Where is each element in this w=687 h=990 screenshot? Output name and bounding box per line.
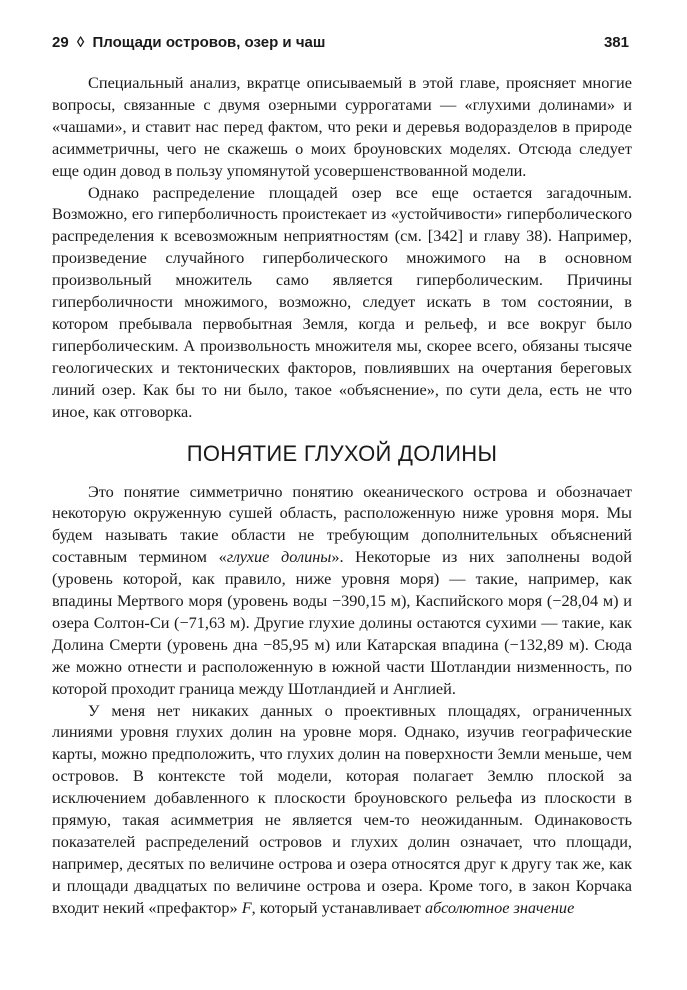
section-p1-text-b: ». Некоторые из них заполнены водой (уровень которой, как правило, ниже уровня моря) — такие, например, как впадины Мертвого моря (уровень воды −390,15 м), Каспийского моря (−28,04 м) и озера Солтон-Си (−71,63 м). Другие глухие долины остаются сухими — такие, как Долина Смерти (уровень дна −85,95 м) или Катарская впадина (−132,89 м). Сюда же можно отнести и расположенную в южной части Шотландии низменность, по которой проходит граница между Шотландией и Англией.	[52, 547, 632, 698]
diamond-separator: ◊	[76, 34, 85, 51]
paragraph-2: Однако распределение площадей озер все еще остается загадочным. Возможно, его гиперболичность проистекает из «устойчивости» гиперболического распределения к всевозможным неприятностям (см. [342] и главу 38). Например, произведение случайного гиперболического множимого на в основном произвольный множитель само является гиперболическим. Причины гиперболичности множимого, возможно, следует искать в том состоянии, в котором пребывала первобытная Земля, когда и рельеф, и все вокруг было гиперболическим. А произвольность множителя мы, скорее всего, обязаны тысяче геологических и тектонических факторов, повлиявших на очертания береговых линий озер. Как бы то ни было, такое «объяснение», по сути дела, есть не что иное, как отговорка.	[52, 182, 632, 421]
section-p1-text-a: Это понятие симметрично понятию океанического острова и обозначает некоторую окруженную сушей область, расположенную ниже уровня моря. Мы будем называть такие области не требующим дополнительных объяснений составным термином «	[52, 481, 632, 567]
section-p1-italic-term: глухие долины	[226, 547, 332, 567]
page-number: 381	[603, 34, 629, 51]
paragraph-1: Специальный анализ, вкратце описываемый в этой главе, проясняет многие вопросы, связанные с двумя озерными суррогатами — «глухими долинами» и «чашами», и ставит нас перед фактом, что реки и деревья водоразделов в природе асимметричны, чего не скажешь о моих броуновских моделях. Отсюда следует еще один довод в пользу упомянутой усовершенствованной модели.	[52, 73, 632, 180]
section-heading: ПОНЯТИЕ ГЛУХОЙ ДОЛИНЫ	[186, 440, 498, 466]
section-p2-italic-end: абсолютное значение	[424, 897, 575, 917]
header-chapter	[52, 34, 329, 51]
chapter-number: 29	[52, 34, 69, 51]
section-paragraph-2	[52, 700, 632, 919]
page-body	[52, 72, 632, 919]
section-paragraph-1	[52, 481, 632, 700]
section-p2-text-b: , который устанавливает	[251, 897, 425, 917]
chapter-title: Площади островов, озер и чаш	[92, 34, 326, 51]
prefactor-symbol: F	[241, 897, 252, 917]
running-header	[52, 34, 629, 51]
section-p2-text-a: У меня нет никаких данных о проективных площадях, ограниченных линиями уровня глухих долин на уровне моря. Однако, изучив географические карты, можно предположить, что глухих долин на поверхности Земли меньше, чем островов. В контексте той модели, которая полагает Землю плоской за исключением добавленного к плоскости броуновского рельефа из плоскости в прямую, такая асимметрия не является чем-то неожиданным. Одинаковость показателей распределений островов и глухих долин означает, что площади, например, десятых по величине острова и озера относятся друг к другу так же, как и площади двадцатых по величине острова и озера. Кроме того, в закон Корчака входит некий «префактор»	[52, 700, 632, 917]
